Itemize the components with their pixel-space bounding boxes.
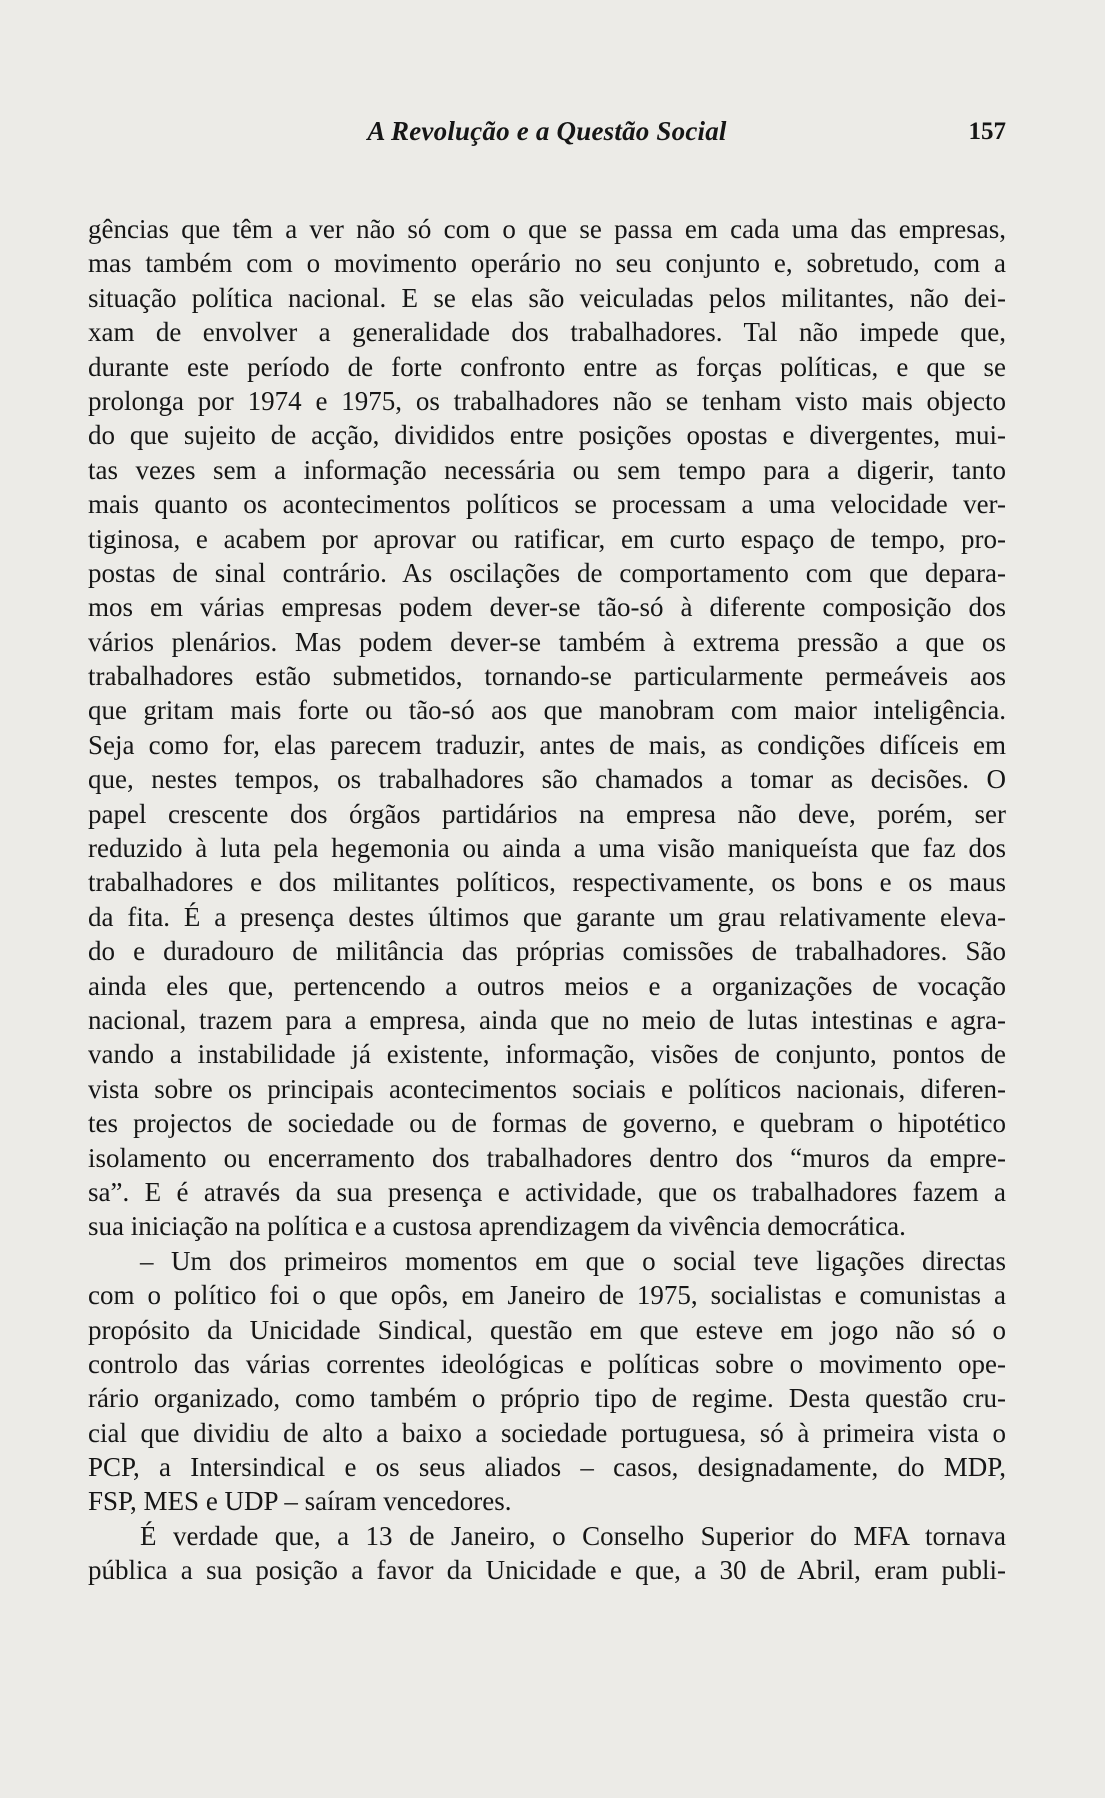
text-line: que gritam mais forte ou tão-só aos que manobram com maior inteligência. [88, 695, 1006, 726]
text-line: com o político foi o que opôs, em Janeiro de 1975, socialistas e comunistas a [88, 1280, 1006, 1311]
text-line: rário organizado, como também o próprio tipo de regime. Desta questão cru- [88, 1383, 1006, 1414]
text-line: reduzido à luta pela hegemonia ou ainda a uma visão maniqueísta que faz dos [88, 833, 1006, 864]
paragraph-end-line: sua iniciação na política e a custosa aprendizagem da vivência democrática. [88, 1211, 906, 1242]
text-line: sa”. E é através da sua presença e actividade, que os trabalhadores fazem a [88, 1176, 1006, 1207]
text-line: tes projectos de sociedade ou de formas de governo, e quebram o hipotético [88, 1108, 1006, 1139]
body-text [88, 212, 1006, 1588]
text-line: vários plenários. Mas podem dever-se também à extrema pressão a que os [88, 626, 1006, 657]
text-line: do e duradouro de militância das próprias comissões de trabalhadores. São [88, 936, 1006, 967]
text-line: tas vezes sem a informação necessária ou sem tempo para a digerir, tanto [88, 454, 1006, 485]
text-line: Seja como for, elas parecem traduzir, antes de mais, as condições difíceis em [88, 729, 1006, 760]
text-line: ainda eles que, pertencendo a outros meios e a organizações de vocação [88, 970, 1006, 1001]
text-line: postas de sinal contrário. As oscilações de comportamento com que depara- [88, 557, 1006, 588]
text-line: que, nestes tempos, os trabalhadores são chamados a tomar as decisões. O [88, 764, 1006, 795]
running-title: A Revolução e a Questão Social [367, 116, 727, 146]
text-line: vando a instabilidade já existente, informação, visões de conjunto, pontos de [88, 1039, 1006, 1070]
text-line: cial que dividiu de alto a baixo a sociedade portuguesa, só à primeira vista o [88, 1417, 1006, 1448]
text-line: pública a sua posição a favor da Unicidade e que, a 30 de Abril, eram publi- [88, 1555, 1006, 1586]
text-line: isolamento ou encerramento dos trabalhadores dentro dos “muros da empre- [88, 1142, 1006, 1173]
paragraph-start-line: – Um dos primeiros momentos em que o social teve ligações directas [140, 1245, 1006, 1276]
text-line: gências que têm a ver não só com o que se passa em cada uma das empresas, [88, 214, 1006, 244]
text-line: prolonga por 1974 e 1975, os trabalhadores não se tenham visto mais objecto [88, 385, 1006, 416]
text-line: da fita. É a presença destes últimos que garante um grau relativamente eleva- [88, 901, 1006, 932]
text-line: durante este período de forte confronto entre as forças políticas, e que se [88, 351, 1006, 382]
text-line: vista sobre os principais acontecimentos sociais e políticos nacionais, diferen- [88, 1073, 1006, 1104]
paragraph-start-line: É verdade que, a 13 de Janeiro, o Conselho Superior do MFA tornava [140, 1520, 1006, 1551]
text-line: papel crescente dos órgãos partidários na empresa não deve, porém, ser [88, 798, 1006, 829]
text-line: situação política nacional. E se elas são veiculadas pelos militantes, não dei- [88, 282, 1006, 313]
text-line: do que sujeito de acção, divididos entre posições opostas e divergentes, mui- [88, 420, 1006, 451]
text-line: tiginosa, e acabem por aprovar ou ratificar, em curto espaço de tempo, pro- [88, 523, 1006, 554]
text-line: controlo das várias correntes ideológicas e políticas sobre o movimento ope- [88, 1348, 1006, 1379]
page-number: 157 [968, 118, 1006, 145]
text-line: mais quanto os acontecimentos políticos se processam a uma velocidade ver- [88, 489, 1006, 520]
text-line: trabalhadores e dos militantes políticos, respectivamente, os bons e os maus [88, 867, 1006, 898]
text-line: mas também com o movimento operário no seu conjunto e, sobretudo, com a [88, 248, 1006, 279]
paragraph-end-line: FSP, MES e UDP – saíram vencedores. [88, 1486, 512, 1517]
text-line: mos em várias empresas podem dever-se tão-só à diferente composição dos [88, 592, 1006, 623]
text-line: propósito da Unicidade Sindical, questão em que esteve em jogo não só o [88, 1314, 1006, 1345]
text-line: PCP, a Intersindical e os seus aliados – casos, designadamente, do MDP, [88, 1452, 1006, 1483]
text-line: trabalhadores estão submetidos, tornando-se particularmente permeáveis aos [88, 661, 1006, 692]
running-header [88, 116, 1006, 156]
text-line: nacional, trazem para a empresa, ainda que no meio de lutas intestinas e agra- [88, 1004, 1006, 1035]
text-line: xam de envolver a generalidade dos trabalhadores. Tal não impede que, [88, 317, 1006, 348]
